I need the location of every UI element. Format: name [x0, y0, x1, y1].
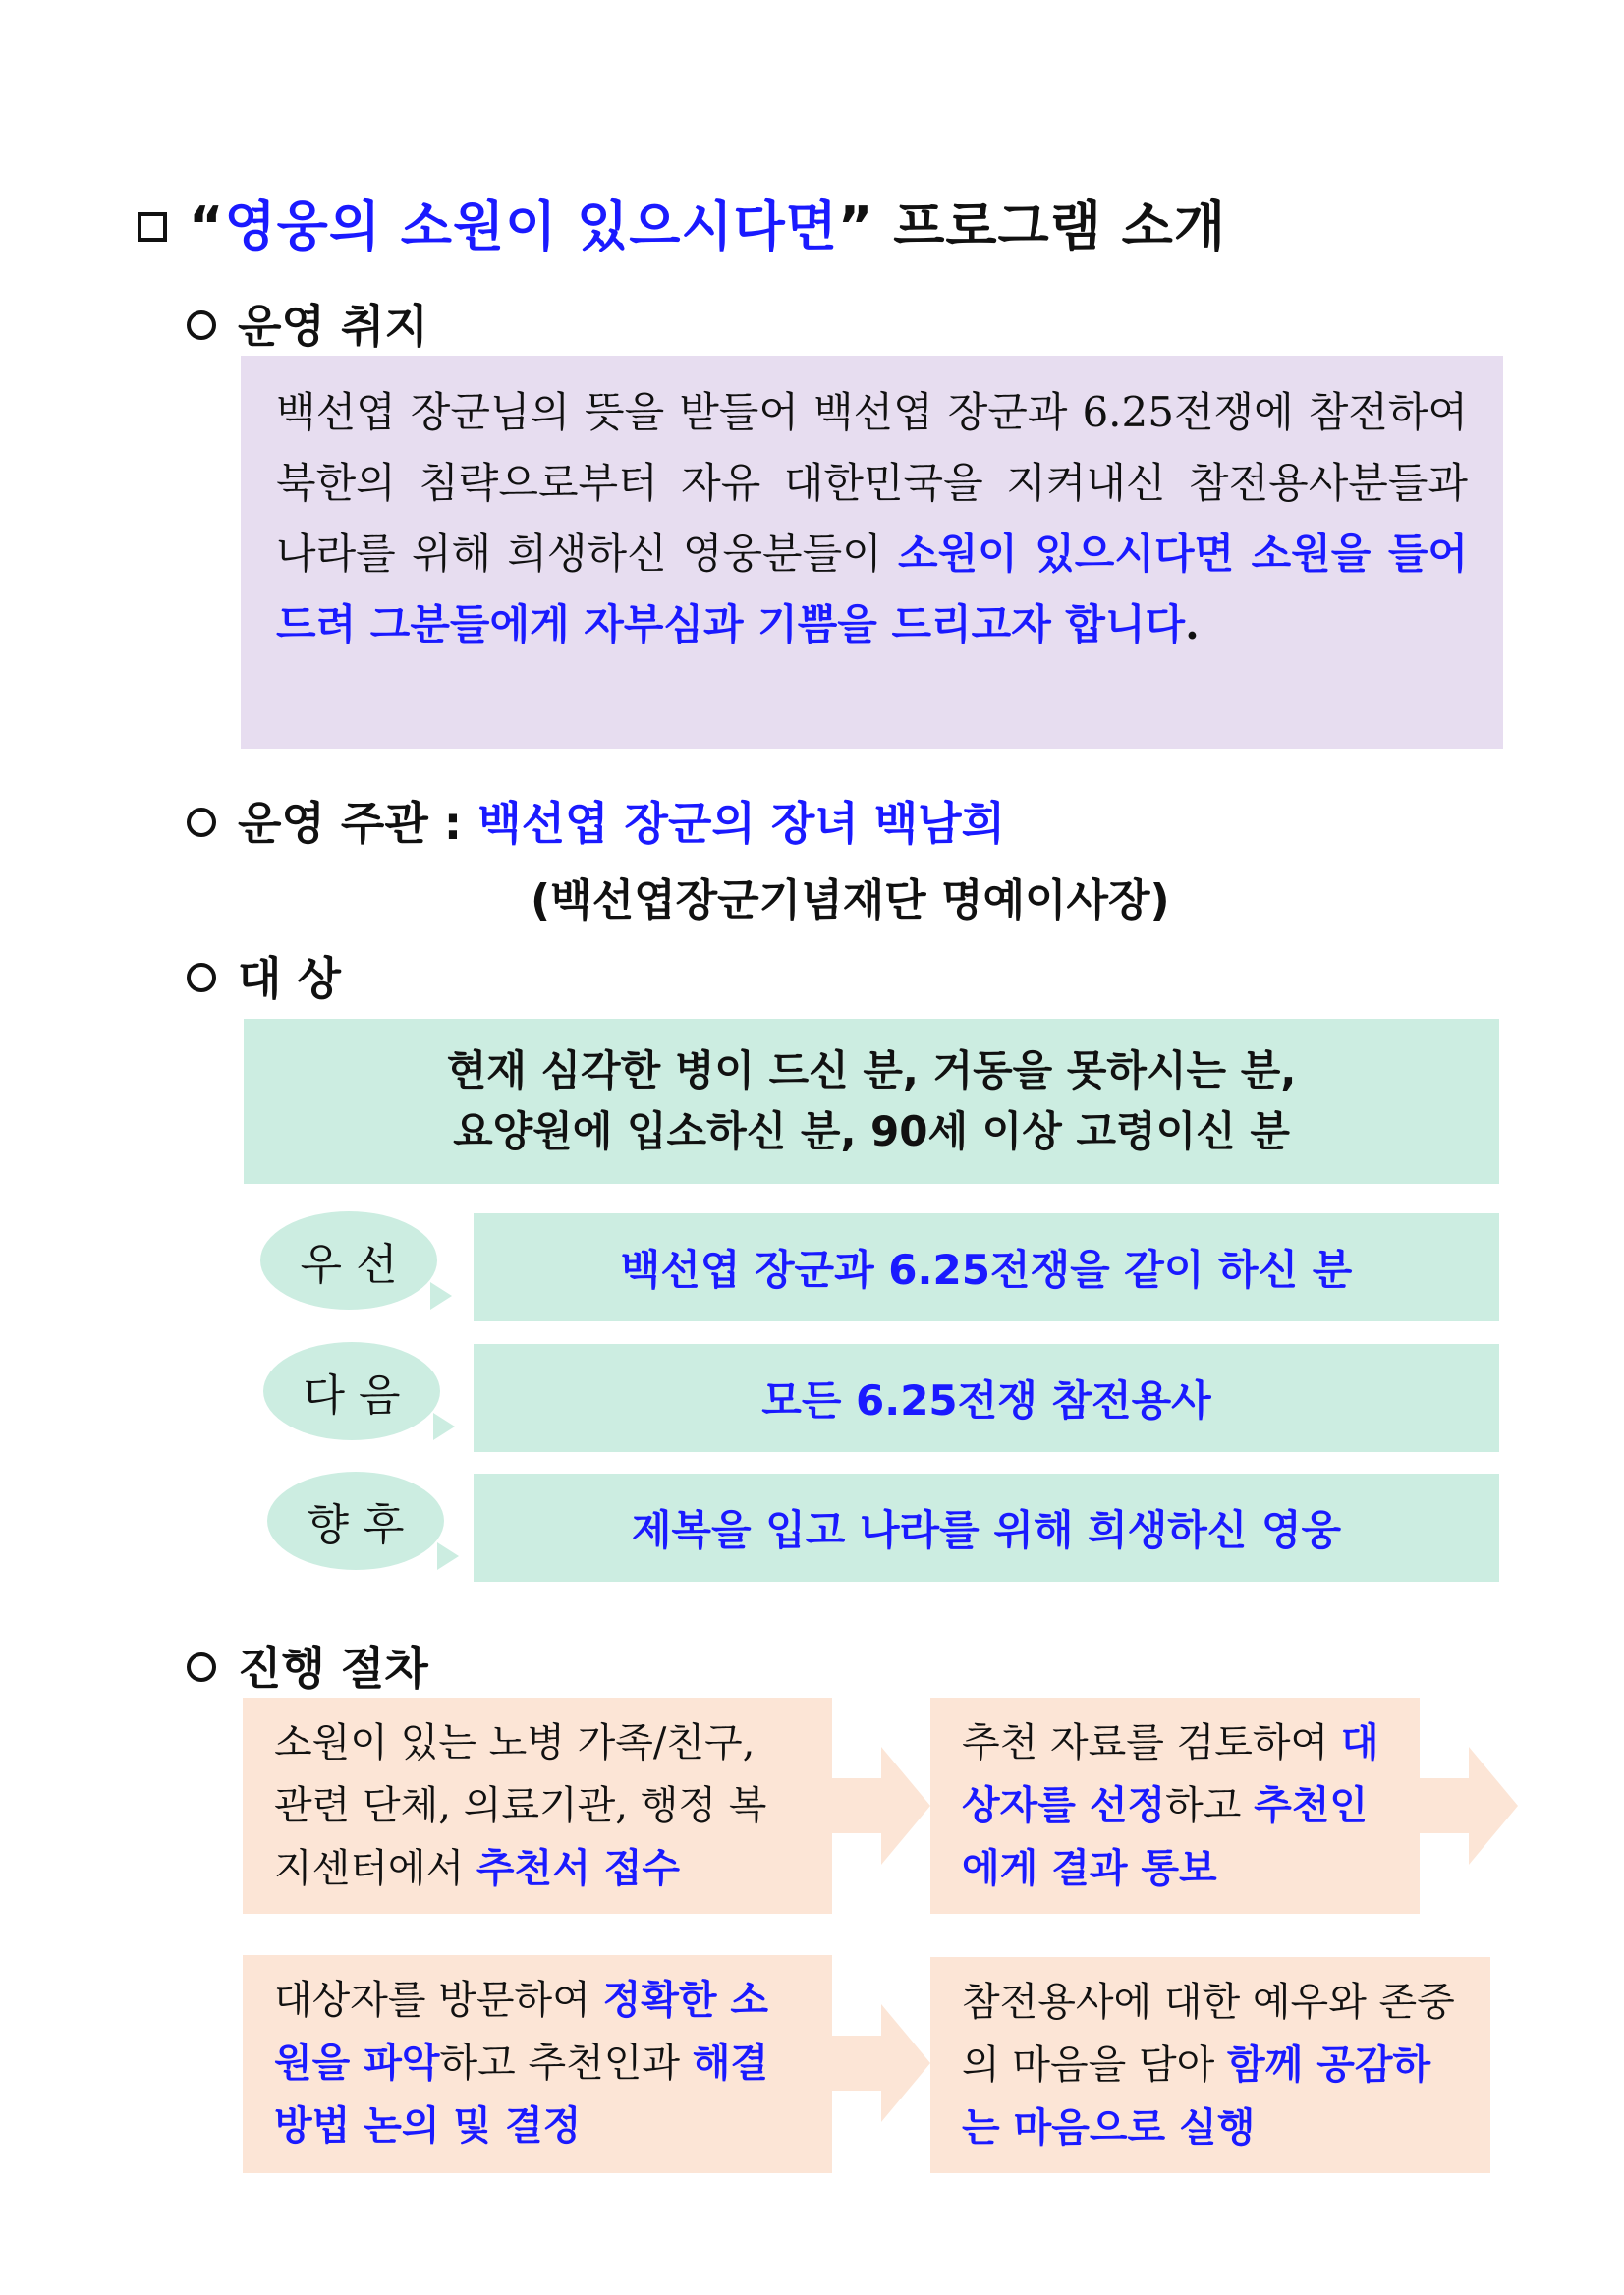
checkbox-square-icon	[138, 212, 167, 242]
organizer-title: (백선엽장군기념재단 명예이사장)	[531, 875, 1170, 925]
bubble-tail-icon	[430, 1282, 452, 1310]
section-process-label: 진행 절차	[238, 1642, 428, 1695]
section-purpose-heading	[187, 291, 428, 356]
right-arrow-icon	[832, 2004, 930, 2122]
step2-text-2: 하고	[1165, 1783, 1255, 1828]
title-quote-open: “	[189, 196, 225, 257]
step3-text-2: 하고 추천인과	[439, 2041, 693, 2086]
priority-bar-1: 백선엽 장군과 6.25전쟁을 같이 하신 분	[474, 1213, 1499, 1321]
priority-bubble-2	[263, 1342, 440, 1440]
section-target-heading	[187, 943, 341, 1008]
page-title	[138, 185, 1226, 260]
section-target-label: 대 상	[238, 952, 341, 1005]
step4-highlight: 함께 공감하는 마음으로 실행	[962, 2043, 1431, 2151]
priority-bar-3: 제복을 입고 나라를 위해 희생하신 영웅	[474, 1474, 1499, 1582]
section-organizer-label: 운영 주관 :	[238, 797, 478, 850]
right-arrow-icon	[832, 1747, 930, 1865]
step2-text-1: 추천 자료를 검토하여	[962, 1720, 1341, 1765]
priority-bar-2: 모든 6.25전쟁 참전용사	[474, 1344, 1499, 1452]
process-step-4	[930, 1957, 1490, 2173]
priority-bubble-3	[267, 1472, 444, 1570]
process-step-3	[243, 1955, 832, 2173]
program-name: 영웅의 소원이 있으시다면	[224, 196, 838, 257]
step3-highlight-2: 해결 방법 논의 및 결정	[274, 2041, 769, 2149]
priority-label-2: 다 음	[263, 1342, 440, 1440]
purpose-box	[241, 356, 1503, 749]
title-suffix: ” 프로그램 소개	[837, 196, 1226, 257]
bubble-tail-icon	[433, 1413, 455, 1440]
target-line-1: 현재 심각한 병이 드신 분, 거동을 못하시는 분,	[446, 1046, 1297, 1094]
purpose-text-highlight: 소원이 있으시다면 소원을 들어드려 그분들에게 자부심과 기쁨을 드리고자 합니다	[276, 530, 1468, 648]
target-line-2: 요양원에 입소하신 분, 90세 이상 고령이신 분	[453, 1107, 1290, 1155]
bubble-tail-icon	[437, 1542, 459, 1570]
process-step-2	[930, 1698, 1420, 1914]
target-box	[244, 1019, 1499, 1184]
step2-highlight-2: 추천인에게 결과 통보	[962, 1783, 1369, 1891]
purpose-text-plain: 백선엽 장군님의 뜻을 받들어 백선엽 장군과 6.25전쟁에 참전하여 북한의 침략으로부터 자유 대한민국을 지켜내신 참전용사분들과 나라를 위해 희생하신 영웅분들이	[276, 388, 1468, 578]
hollow-circle-icon	[187, 310, 216, 340]
section-process-heading	[187, 1633, 428, 1698]
section-purpose-label: 운영 취지	[238, 300, 428, 353]
organizer-name: 백선엽 장군의 장녀 백남희	[477, 797, 1006, 850]
step4-text: 참전용사에 대한 예우와 존중의 마음을 담아	[962, 1980, 1455, 2088]
process-step-1	[243, 1698, 832, 1914]
step3-highlight-1: 정확한 소원을 파악	[274, 1978, 769, 2086]
step1-text: 소원이 있는 노병 가족/친구, 관련 단체, 의료기관, 행정 복지센터에서	[274, 1720, 767, 1891]
step2-highlight-1: 대상자를 선정	[962, 1720, 1379, 1828]
priority-label-1: 우 선	[260, 1211, 437, 1310]
hollow-circle-icon	[187, 808, 216, 837]
hollow-circle-icon	[187, 963, 216, 992]
hollow-circle-icon	[187, 1652, 216, 1682]
priority-label-3: 향 후	[267, 1472, 444, 1570]
step1-highlight: 추천서 접수	[476, 1846, 681, 1891]
purpose-text	[276, 377, 1468, 660]
step3-text-1: 대상자를 방문하여	[274, 1978, 603, 2023]
section-organizer-heading	[187, 788, 1005, 853]
right-arrow-icon	[1420, 1747, 1518, 1865]
purpose-text-end: .	[1185, 600, 1200, 648]
priority-bubble-1	[260, 1211, 437, 1310]
